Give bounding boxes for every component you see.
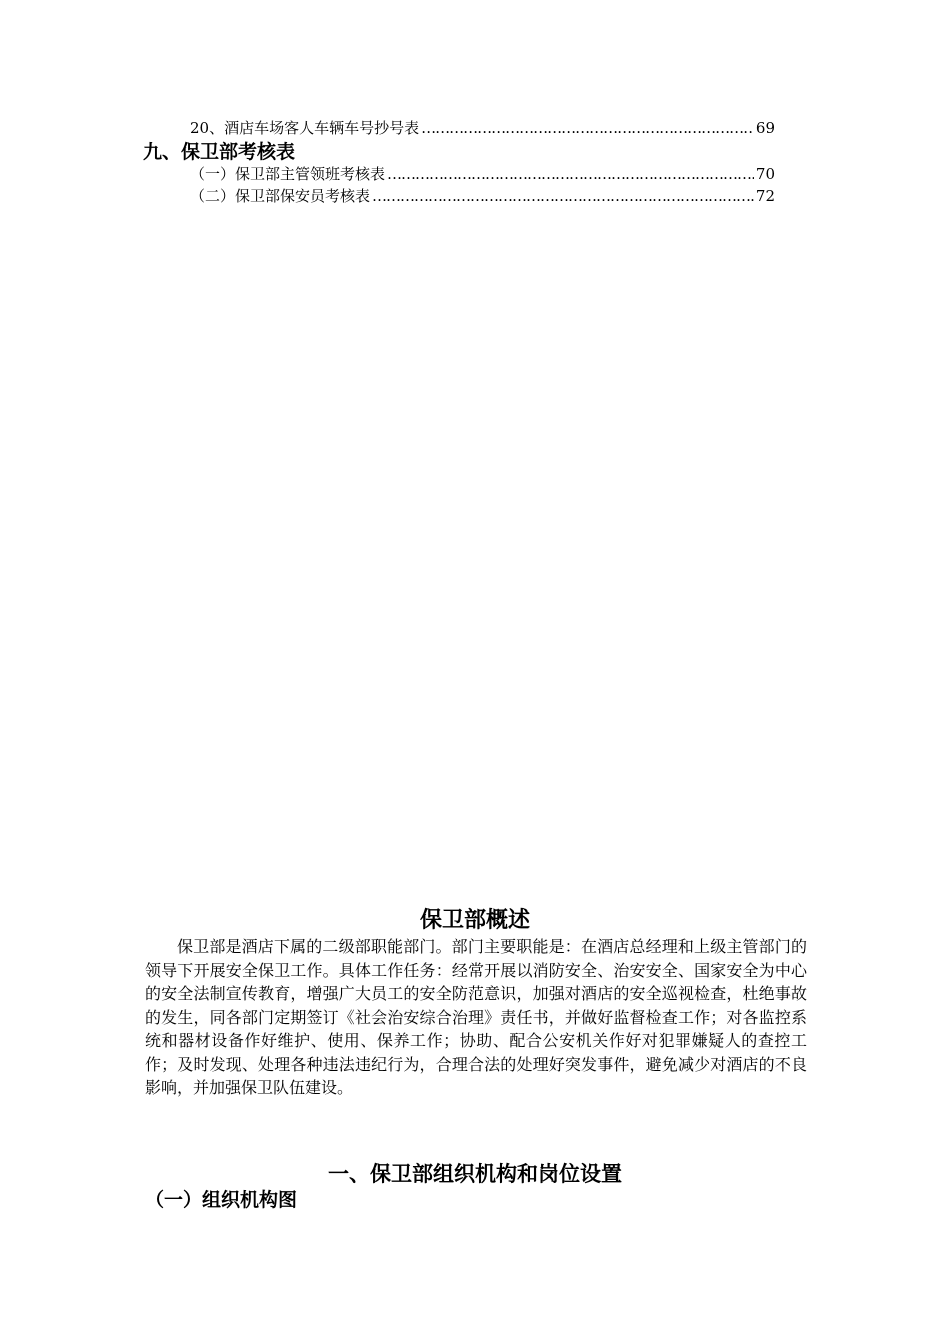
toc-entry-label: （一）保卫部主管领班考核表	[190, 165, 386, 183]
overview-title: 保卫部概述	[419, 908, 530, 933]
toc-leader-dots	[372, 186, 754, 206]
toc-entry-page: 70	[755, 165, 775, 183]
toc-entry-nine-1[interactable]	[190, 164, 775, 184]
toc-section-nine-title[interactable]: 九、保卫部考核表	[143, 141, 296, 163]
toc-leader-dots	[421, 118, 754, 138]
toc-leader-dots	[387, 164, 754, 184]
toc-entry-page: 69	[755, 119, 775, 137]
toc-entry-nine-2[interactable]	[190, 186, 775, 206]
toc-entry-label: 20、酒店车场客人车辆车号抄号表	[190, 119, 420, 137]
org-chart-subtitle: （一）组织机构图	[145, 1189, 298, 1211]
overview-paragraph: 保卫部是酒店下属的二级部职能部门。部门主要职能是：在酒店总经理和上级主管部门的领导下开展安全保卫工作。具体工作任务：经常开展以消防安全、治安安全、国家安全为中心的安全法制宣传教育，增强广大员工的安全防范意识，加强对酒店的安全巡视检查，杜绝事故的发生，同各部门定期签订《社会治安综合治理》责任书，并做好监督检查工作；对各监控系统和器材设备作好维护、使用、保养工作；协助、配合公安机关作好对犯罪嫌疑人的查控工作；及时发现、处理各种违法违纪行为，合理合法的处理好突发事件，避免减少对酒店的不良影响，并加强保卫队伍建设。	[145, 937, 807, 1097]
toc-entry-20[interactable]	[190, 118, 775, 138]
section-one-title: 一、保卫部组织机构和岗位设置	[328, 1162, 622, 1186]
toc-entry-label: （二）保卫部保安员考核表	[190, 187, 371, 205]
toc-entry-page: 72	[755, 187, 775, 205]
